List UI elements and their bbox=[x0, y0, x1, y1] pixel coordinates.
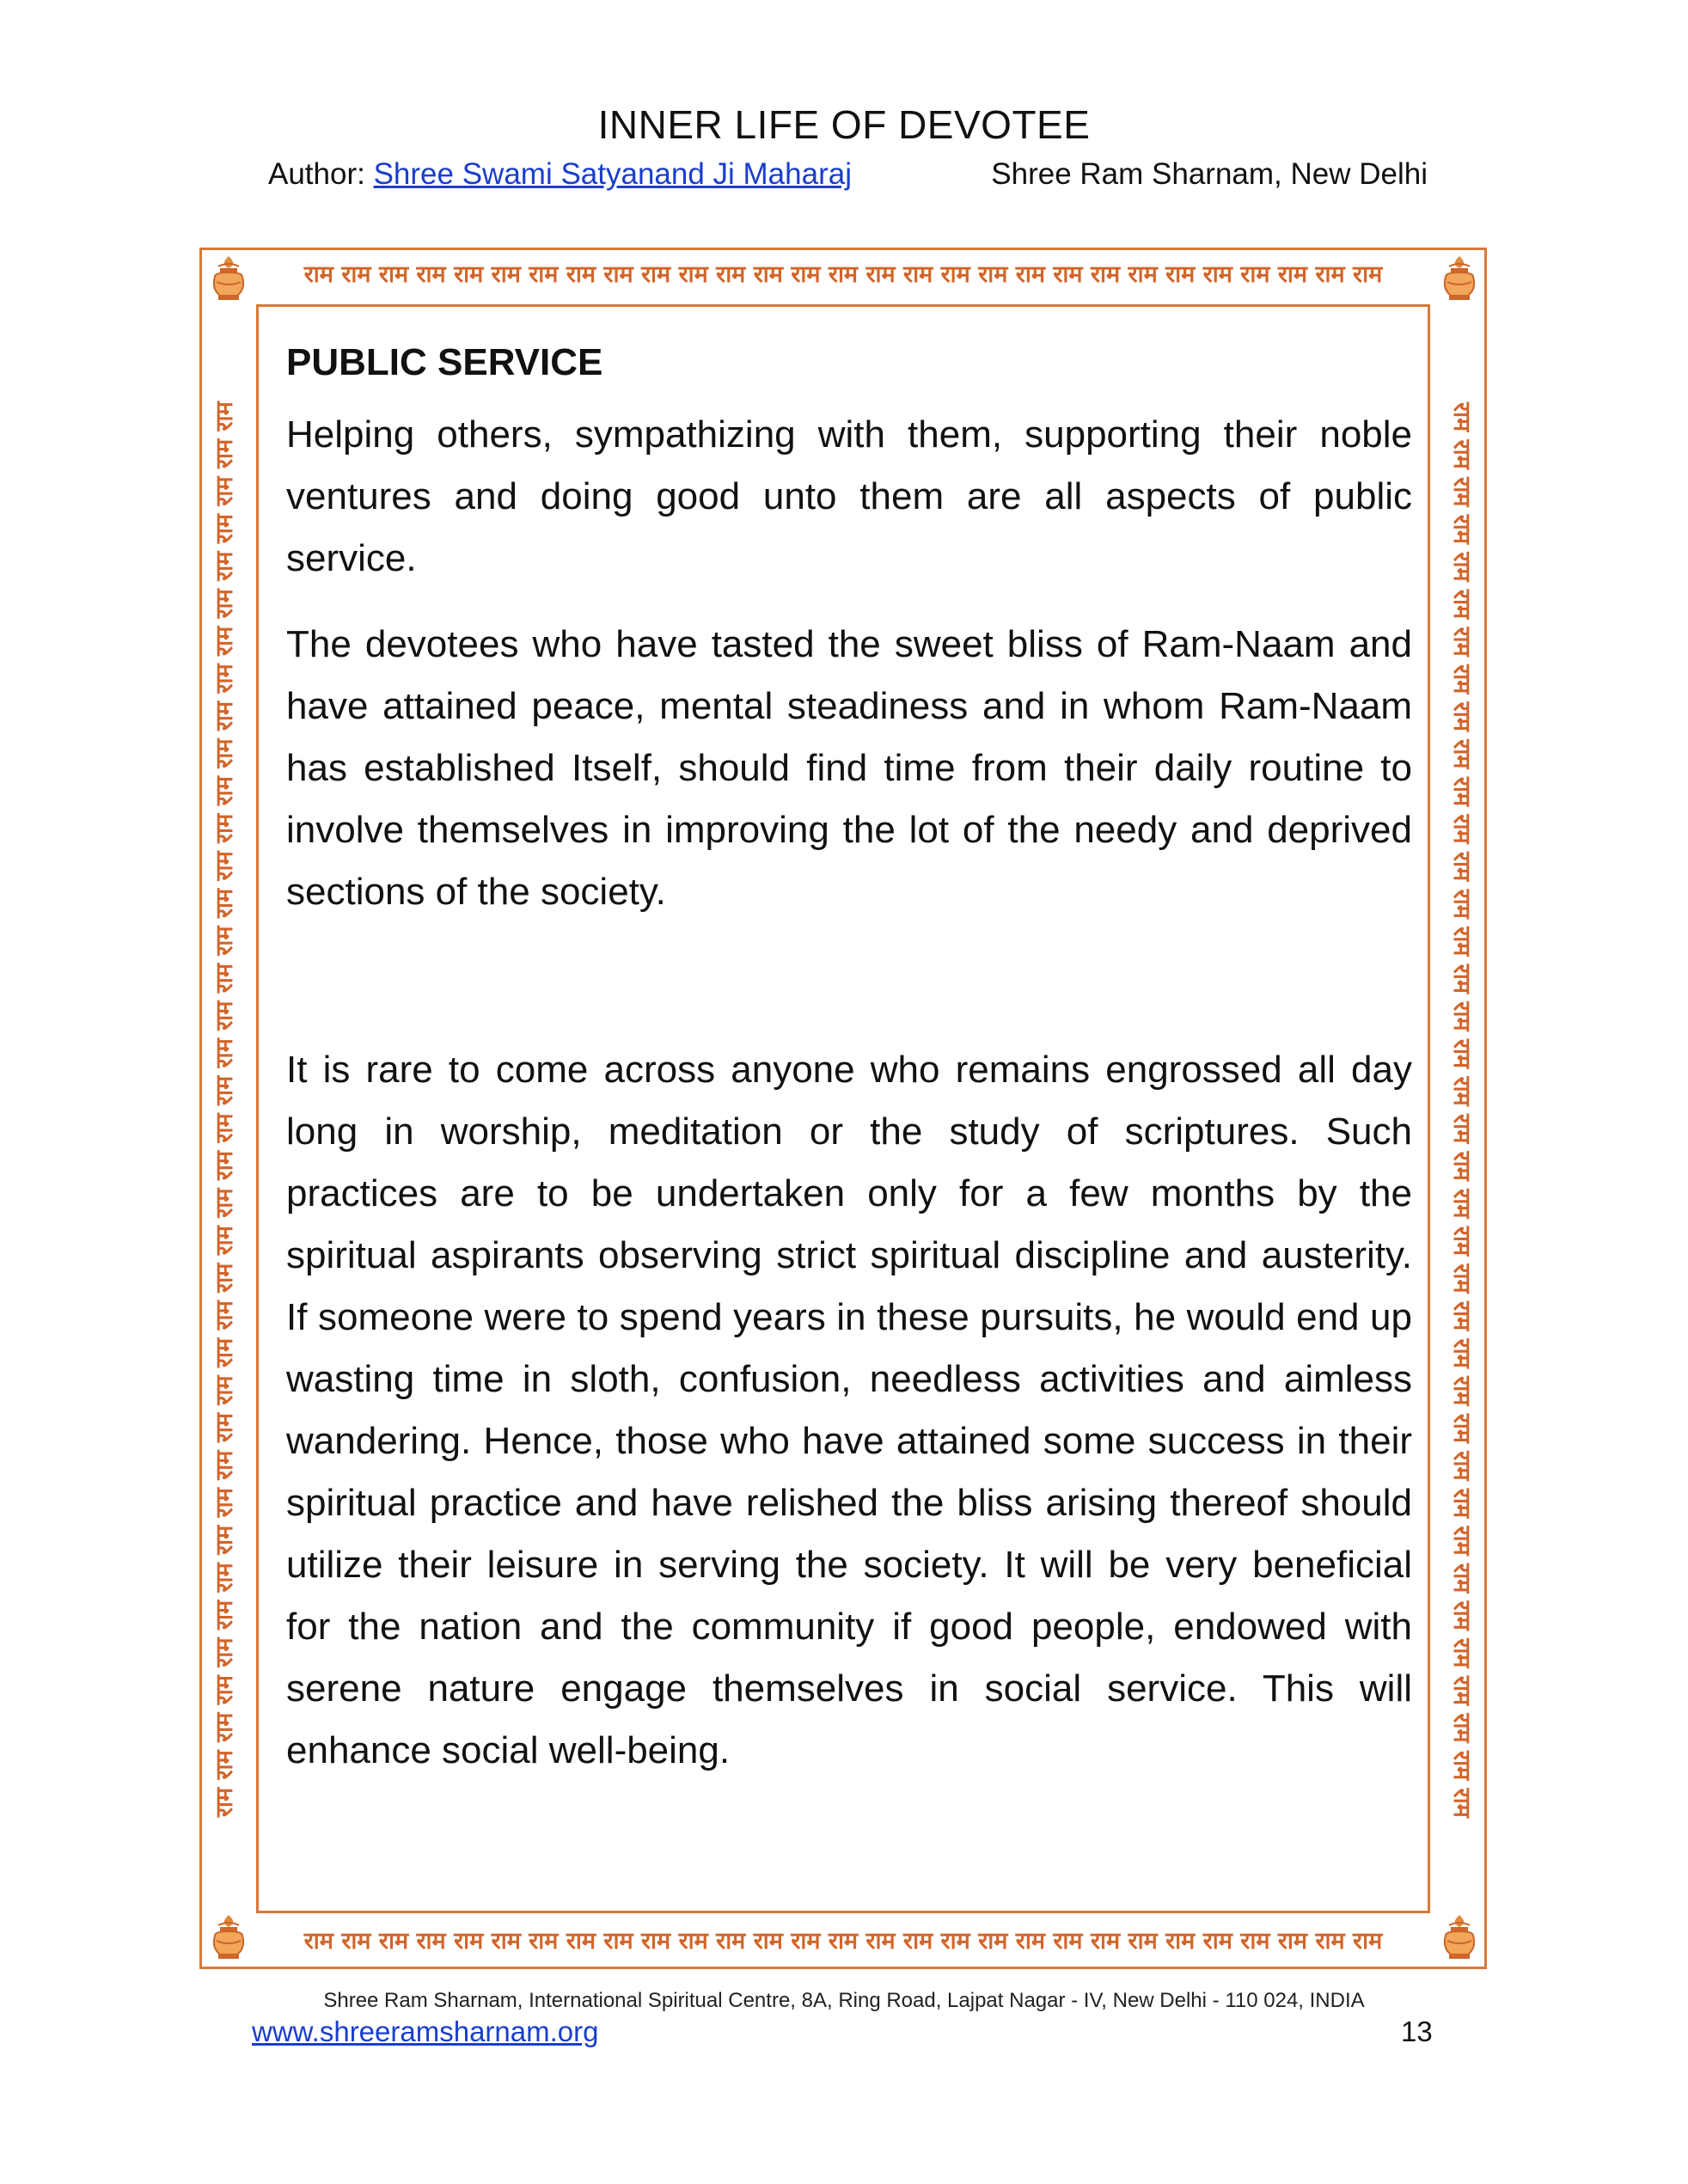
kalash-pot-icon bbox=[206, 251, 251, 303]
organization-name: Shree Ram Sharnam, New Delhi bbox=[991, 157, 1428, 191]
page-content bbox=[286, 320, 1412, 1782]
paragraph: The devotees who have tasted the sweet bliss of Ram-Naam and have attained peace, mental steadiness and in whom Ram-Naam has established Itself, should find time from their daily routine to involve themselves in improving the lot of the needy and deprived sections of the society. bbox=[286, 623, 1412, 913]
border-band-top: राम राम राम राम राम राम राम राम राम राम राम राम राम राम राम राम राम राम राम राम राम राम राम राम राम राम राम राम राम bbox=[303, 261, 1383, 288]
border-band-left: राम राम राम राम राम राम राम राम राम राम राम राम राम राम राम राम राम राम राम राम राम राम राम राम राम राम राम राम राम राम राम राम राम राम राम राम राम राम bbox=[211, 401, 238, 1818]
section-heading: PUBLIC SERVICE bbox=[286, 341, 603, 383]
paragraph: Helping others, sympathizing with them, supporting their noble ventures and doing good unto them are all aspects of public service. bbox=[286, 413, 1412, 579]
paragraph: It is rare to come across anyone who remains engrossed all day long in worship, meditation or the study of scriptures. Such practices are to be undertaken only for a few months by the spiritual aspirants observing strict spiritual discipline and austerity. If someone were to spend years in these pursuits, he would end up wasting time in sloth, confusion, needless activities and aimless wandering. Hence, those who have attained some success in their spiritual practice and have relished the bliss arising thereof should utilize their leisure in serving the society. It will be very beneficial for the nation and the community if good people, endowed with serene nature engage themselves in social service. This will enhance social well-being. bbox=[286, 1049, 1412, 1771]
kalash-pot-icon bbox=[206, 1910, 251, 1961]
website-link[interactable]: www.shreeramsharnam.org bbox=[252, 2016, 599, 2047]
kalash-pot-icon bbox=[1437, 251, 1482, 303]
page-number: 13 bbox=[1401, 2016, 1433, 2047]
author-link[interactable]: Shree Swami Satyanand Ji Maharaj bbox=[373, 157, 852, 191]
author-line bbox=[268, 157, 852, 192]
border-band-right: राम राम राम राम राम राम राम राम राम राम राम राम राम राम राम राम राम राम राम राम राम राम राम राम राम राम राम राम राम राम राम राम राम राम राम राम राम राम bbox=[1448, 401, 1475, 1818]
kalash-pot-icon bbox=[1437, 1910, 1482, 1961]
author-label: Author: bbox=[268, 157, 374, 191]
border-band-bottom: राम राम राम राम राम राम राम राम राम राम राम राम राम राम राम राम राम राम राम राम राम राम राम राम राम राम राम राम राम bbox=[303, 1928, 1383, 1955]
document-title: INNER LIFE OF DEVOTEE bbox=[597, 102, 1091, 147]
footer-address: Shree Ram Sharnam, International Spiritual Centre, 8A, Ring Road, Lajpat Nagar - IV, New Delhi - 110 024, INDIA bbox=[323, 1989, 1365, 2012]
